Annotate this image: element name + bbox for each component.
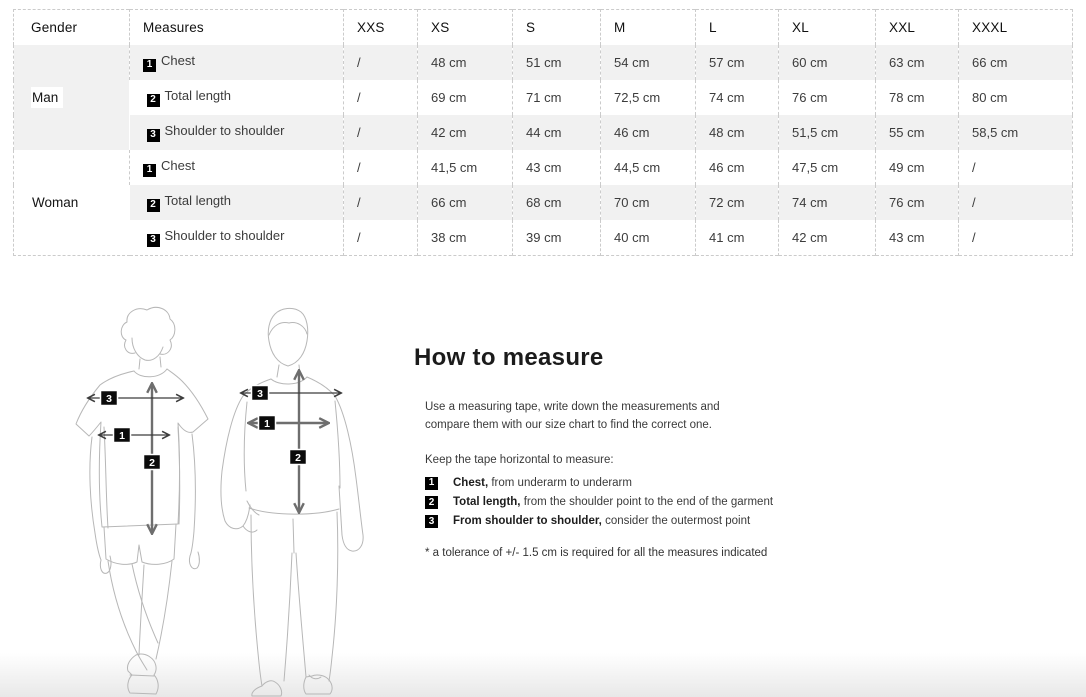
measure-cell: 1 Chest <box>130 150 344 185</box>
table-row <box>14 45 1073 80</box>
step-badge: 1 <box>425 477 438 490</box>
size-value-cell: 43 cm <box>513 150 601 185</box>
measure-cell: 1 Chest <box>130 45 344 80</box>
size-value-cell: / <box>959 185 1073 220</box>
size-value-cell: 76 cm <box>779 80 876 115</box>
size-value-cell: 43 cm <box>876 220 959 256</box>
size-value-cell: 49 cm <box>876 150 959 185</box>
size-value-cell: 72,5 cm <box>601 80 696 115</box>
figure-badge-shoulder <box>101 391 118 406</box>
badge-number: 1 <box>264 418 270 430</box>
measure-cell: 2 Total length <box>130 185 344 220</box>
size-value-cell: 41,5 cm <box>418 150 513 185</box>
figure-badge-shoulder <box>252 386 269 401</box>
size-value-cell: 47,5 cm <box>779 150 876 185</box>
step-description: from the shoulder point to the end of the garment <box>523 496 774 509</box>
size-value-cell: 66 cm <box>959 45 1073 80</box>
figure-badge-chest <box>259 416 276 431</box>
column-header-xxxl: XXXL <box>959 10 1073 46</box>
figure-outline <box>221 308 363 696</box>
column-header-xl: XL <box>779 10 876 46</box>
size-value-cell: 48 cm <box>696 115 779 150</box>
figure-outline <box>76 307 208 694</box>
size-value-cell: / <box>344 185 418 220</box>
size-value-cell: / <box>344 220 418 256</box>
size-value-cell: 58,5 cm <box>959 115 1073 150</box>
measure-steps-list <box>425 477 894 529</box>
step-label: Chest, <box>453 476 489 489</box>
size-chart-table <box>13 9 1073 256</box>
step-description: from underarm to underarm <box>491 476 632 489</box>
gender-label: Man <box>31 87 63 108</box>
size-value-cell: 66 cm <box>418 185 513 220</box>
column-header-xxl: XXL <box>876 10 959 46</box>
size-value-cell: 46 cm <box>601 115 696 150</box>
measure-step-shoulder <box>425 515 894 529</box>
gender-cell-woman <box>14 150 130 256</box>
gender-cell-man <box>14 45 130 150</box>
badge-number: 2 <box>149 457 155 469</box>
measure-step-total-length <box>425 496 894 510</box>
figure-badge-total-length <box>144 455 161 470</box>
size-value-cell: 44,5 cm <box>601 150 696 185</box>
size-value-cell: / <box>344 80 418 115</box>
size-value-cell: 51 cm <box>513 45 601 80</box>
column-header-l: L <box>696 10 779 46</box>
size-value-cell: 44 cm <box>513 115 601 150</box>
size-value-cell: 60 cm <box>779 45 876 80</box>
size-value-cell: 39 cm <box>513 220 601 256</box>
size-value-cell: 78 cm <box>876 80 959 115</box>
column-header-measures: Measures <box>130 10 344 46</box>
how-to-measure-section <box>414 344 894 561</box>
size-value-cell: / <box>959 150 1073 185</box>
measure-badge: 3 <box>147 234 160 247</box>
size-value-cell: 74 cm <box>696 80 779 115</box>
table-header-row <box>14 10 1073 46</box>
size-value-cell: 68 cm <box>513 185 601 220</box>
table-row <box>14 185 1073 220</box>
badge-number: 1 <box>119 430 125 442</box>
size-value-cell: 76 cm <box>876 185 959 220</box>
figure-badge-chest <box>114 428 131 443</box>
tshirt-figure-illustration <box>68 303 218 697</box>
measure-badge: 1 <box>143 164 156 177</box>
intro-text: Use a measuring tape, write down the measurements and compare them with our size chart to find the correct one. <box>425 401 720 431</box>
size-value-cell: 46 cm <box>696 150 779 185</box>
measure-badge: 3 <box>147 129 160 142</box>
size-value-cell: 71 cm <box>513 80 601 115</box>
size-value-cell: 42 cm <box>779 220 876 256</box>
measure-step-chest <box>425 477 894 491</box>
size-value-cell: 40 cm <box>601 220 696 256</box>
step-label: Total length, <box>453 496 521 509</box>
size-value-cell: 72 cm <box>696 185 779 220</box>
measure-cell: 3 Shoulder to shoulder <box>130 220 344 256</box>
step-description: consider the outermost point <box>605 515 751 528</box>
size-value-cell: 55 cm <box>876 115 959 150</box>
instruction-text: Keep the tape horizontal to measure: <box>425 453 614 466</box>
table-row <box>14 80 1073 115</box>
measure-arrows <box>89 385 182 532</box>
column-header-m: M <box>601 10 696 46</box>
size-value-cell: 57 cm <box>696 45 779 80</box>
column-header-xxs: XXS <box>344 10 418 46</box>
step-badge: 2 <box>425 496 438 509</box>
size-value-cell: 48 cm <box>418 45 513 80</box>
size-value-cell: 42 cm <box>418 115 513 150</box>
table-row <box>14 115 1073 150</box>
size-value-cell: 74 cm <box>779 185 876 220</box>
size-value-cell: 63 cm <box>876 45 959 80</box>
table-row <box>14 220 1073 256</box>
size-value-cell: / <box>959 220 1073 256</box>
sweatshirt-figure-illustration <box>213 305 373 697</box>
table-row <box>14 150 1073 185</box>
column-header-gender: Gender <box>14 10 130 46</box>
column-header-xs: XS <box>418 10 513 46</box>
column-header-s: S <box>513 10 601 46</box>
figure-badge-total-length <box>290 450 307 465</box>
measure-cell: 2 Total length <box>130 80 344 115</box>
measure-cell: 3 Shoulder to shoulder <box>130 115 344 150</box>
step-badge: 3 <box>425 515 438 528</box>
size-value-cell: / <box>344 150 418 185</box>
size-value-cell: 80 cm <box>959 80 1073 115</box>
size-value-cell: 54 cm <box>601 45 696 80</box>
size-value-cell: 38 cm <box>418 220 513 256</box>
size-value-cell: / <box>344 45 418 80</box>
step-label: From shoulder to shoulder, <box>453 515 602 528</box>
measure-badge: 1 <box>143 59 156 72</box>
section-title: How to measure <box>414 344 604 371</box>
badge-number: 3 <box>257 388 263 400</box>
size-value-cell: 41 cm <box>696 220 779 256</box>
tolerance-footnote: * a tolerance of +/- 1.5 cm is required for all the measures indicated <box>425 547 768 560</box>
badge-number: 3 <box>106 393 112 405</box>
size-value-cell: 69 cm <box>418 80 513 115</box>
size-value-cell: 70 cm <box>601 185 696 220</box>
measure-badge: 2 <box>147 94 160 107</box>
measure-badge: 2 <box>147 199 160 212</box>
gender-label: Woman <box>31 192 83 213</box>
size-value-cell: 51,5 cm <box>779 115 876 150</box>
size-value-cell: / <box>344 115 418 150</box>
badge-number: 2 <box>295 452 301 464</box>
